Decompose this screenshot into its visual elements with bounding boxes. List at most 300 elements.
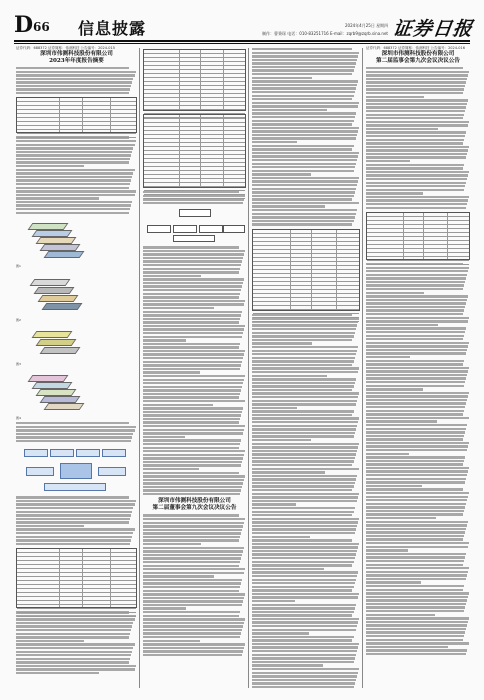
text-line	[16, 92, 129, 94]
text-line	[252, 105, 358, 107]
text-line	[16, 521, 129, 523]
text-line	[252, 170, 354, 172]
text-line	[16, 208, 130, 210]
text-line	[143, 400, 245, 402]
text-line	[252, 205, 325, 207]
text-line	[366, 624, 467, 626]
text-line	[143, 550, 243, 552]
table-row	[144, 195, 245, 199]
text-line	[366, 135, 465, 137]
financial-table	[366, 212, 470, 260]
text-line	[252, 589, 352, 591]
text-line	[143, 611, 240, 613]
text-line	[366, 567, 469, 569]
contact-line: 制作：曹秉琛 电话：010-83251716 E-mail：zqrb9@zqrb.sina.net	[262, 31, 388, 36]
text-line	[143, 260, 242, 262]
text-line	[252, 457, 355, 459]
text-line	[366, 67, 463, 69]
text-line	[366, 74, 468, 76]
text-line	[366, 324, 438, 326]
text-line	[366, 531, 465, 533]
text-line	[143, 561, 240, 563]
text-line	[16, 636, 129, 638]
text-line	[16, 672, 99, 674]
text-line	[252, 593, 359, 595]
text-line	[16, 78, 133, 80]
text-line	[366, 578, 466, 580]
text-line	[252, 668, 359, 670]
text-line	[366, 538, 463, 540]
text-line	[252, 116, 355, 118]
text-line	[366, 284, 464, 286]
text-line	[252, 155, 358, 157]
text-line	[252, 152, 359, 154]
text-line	[252, 489, 352, 491]
date-line: 2024年4月25日 星期四	[345, 23, 389, 28]
text-line	[252, 84, 357, 86]
text-line	[366, 356, 410, 358]
text-line	[366, 449, 467, 451]
text-line	[366, 164, 464, 166]
text-line	[252, 543, 359, 545]
text-line	[252, 127, 359, 129]
text-line	[252, 95, 354, 97]
text-line	[143, 321, 239, 323]
text-line	[366, 317, 469, 319]
text-line	[252, 166, 355, 168]
text-line	[366, 528, 466, 530]
text-line	[252, 188, 356, 190]
text-line	[252, 568, 324, 570]
text-line	[366, 413, 463, 415]
text-line	[143, 328, 244, 330]
text-line	[252, 478, 356, 480]
text-line	[143, 339, 186, 341]
text-line	[366, 78, 467, 80]
text-line	[366, 599, 467, 601]
text-line	[366, 603, 466, 605]
text-line	[143, 296, 239, 298]
column-divider	[248, 48, 249, 688]
text-line	[143, 418, 240, 420]
text-line	[252, 180, 358, 182]
text-line	[143, 346, 239, 348]
article-title-company: 深圳市伟测科技股份有限公司	[381, 51, 455, 57]
text-line	[143, 479, 244, 481]
text-line	[252, 55, 358, 57]
text-line	[366, 388, 423, 390]
text-line	[252, 546, 358, 548]
text-line	[16, 536, 132, 538]
text-line	[366, 517, 436, 519]
text-line	[252, 360, 354, 362]
text-line	[143, 357, 243, 359]
text-line	[143, 525, 243, 527]
text-line	[16, 647, 133, 649]
text-line	[252, 482, 355, 484]
text-line	[252, 629, 356, 631]
text-line	[366, 345, 468, 347]
text-line	[143, 421, 239, 423]
article-body-text	[16, 496, 137, 545]
text-line	[252, 209, 357, 211]
text-line	[366, 121, 469, 123]
text-line	[143, 361, 242, 363]
text-line	[252, 339, 352, 341]
text-line	[16, 622, 133, 624]
text-line	[252, 607, 355, 609]
text-line	[366, 270, 468, 272]
text-line	[252, 539, 352, 541]
text-line	[252, 646, 358, 648]
text-line	[16, 144, 135, 146]
article-title-company: 深圳市伟测科技股份有限公司	[158, 498, 231, 505]
text-line	[16, 668, 135, 670]
text-line	[16, 426, 136, 428]
text-line	[366, 438, 463, 440]
flow-diagram	[16, 445, 137, 493]
text-line	[366, 463, 463, 465]
text-line	[252, 375, 327, 377]
text-line	[143, 518, 245, 520]
text-line	[143, 461, 242, 463]
text-line	[366, 513, 463, 515]
text-line	[252, 496, 358, 498]
text-line	[16, 503, 135, 505]
text-line	[143, 579, 242, 581]
text-line	[252, 432, 355, 434]
text-line	[16, 187, 129, 189]
article-body-text	[143, 514, 246, 656]
text-line	[252, 213, 356, 215]
text-line	[252, 410, 354, 412]
text-line	[366, 485, 422, 487]
text-line	[366, 349, 467, 351]
text-line	[366, 267, 469, 269]
text-line	[143, 332, 243, 334]
text-line	[252, 500, 357, 502]
text-line	[366, 402, 466, 404]
text-line	[252, 561, 354, 563]
text-line	[366, 85, 465, 87]
text-line	[366, 431, 465, 433]
text-line	[143, 379, 244, 381]
financial-table	[16, 548, 137, 608]
chart-caption: 图4	[16, 415, 21, 420]
text-line	[366, 306, 465, 308]
text-line	[366, 589, 463, 591]
text-line	[143, 250, 245, 252]
stacked-layer-chart	[16, 369, 137, 413]
text-line	[252, 69, 354, 71]
text-line	[252, 382, 355, 384]
article-body-text	[16, 611, 137, 674]
text-line	[252, 503, 296, 505]
text-line	[252, 112, 356, 114]
text-line	[252, 507, 355, 509]
text-line	[143, 629, 242, 631]
text-line	[252, 198, 352, 200]
text-line	[366, 510, 464, 512]
text-line	[143, 318, 240, 320]
article-header-line: 证券代码：688372 证券简称：伟测科技 公告编号：2024-015	[16, 46, 115, 50]
text-line	[16, 154, 131, 156]
text-line	[252, 396, 358, 398]
text-line	[143, 353, 244, 355]
text-line	[16, 88, 130, 90]
text-line	[366, 596, 468, 598]
text-line	[366, 474, 467, 476]
text-line	[366, 342, 469, 344]
article-body-text	[16, 67, 137, 94]
text-line	[366, 606, 465, 608]
text-line	[143, 371, 200, 373]
text-line	[366, 313, 463, 315]
text-line	[252, 621, 358, 623]
text-line	[143, 447, 239, 449]
text-line	[16, 665, 136, 667]
text-line	[143, 586, 240, 588]
text-line	[252, 73, 352, 75]
text-line	[143, 547, 244, 549]
article-body-text	[252, 48, 360, 226]
text-line	[143, 565, 239, 567]
newspaper-logo: 证券日报	[391, 18, 475, 40]
text-line	[252, 428, 356, 430]
text-line	[252, 446, 358, 448]
text-line	[366, 360, 464, 362]
text-line	[366, 546, 468, 548]
text-line	[16, 179, 131, 181]
text-line	[143, 429, 244, 431]
text-line	[252, 625, 357, 627]
text-line	[143, 393, 240, 395]
text-line	[16, 85, 131, 87]
text-line	[366, 549, 408, 551]
text-line	[143, 303, 244, 305]
text-line	[366, 167, 463, 169]
article-title: 第二届监事会第九次会议决议公告	[376, 58, 460, 64]
text-line	[143, 439, 241, 441]
text-line	[143, 529, 242, 531]
text-line	[252, 91, 355, 93]
text-line	[16, 640, 84, 642]
text-line	[366, 295, 468, 297]
text-line	[16, 496, 129, 498]
text-line	[366, 142, 463, 144]
text-line	[366, 610, 464, 612]
text-line	[143, 472, 239, 474]
text-line	[366, 456, 465, 458]
text-line	[16, 176, 132, 178]
text-line	[366, 192, 423, 194]
text-line	[366, 128, 438, 130]
text-line	[252, 614, 352, 616]
financial-table	[252, 229, 360, 311]
text-line	[16, 81, 132, 83]
text-line	[143, 300, 245, 302]
text-line	[366, 174, 468, 176]
text-line	[16, 169, 135, 171]
text-line	[143, 607, 186, 609]
text-line	[16, 440, 131, 442]
text-line	[366, 478, 466, 480]
text-line	[16, 643, 135, 645]
text-line	[143, 336, 242, 338]
text-line	[16, 532, 133, 534]
text-line	[143, 364, 241, 366]
text-line	[366, 281, 465, 283]
text-line	[16, 518, 130, 520]
text-line	[252, 80, 358, 82]
text-line	[143, 350, 245, 352]
text-line	[366, 385, 464, 387]
text-line	[366, 288, 463, 290]
text-line	[252, 77, 312, 79]
text-line	[252, 596, 358, 598]
text-line	[143, 572, 244, 574]
page-letter: D	[14, 12, 34, 38]
text-line	[16, 543, 130, 545]
text-line	[143, 368, 240, 370]
text-line	[143, 457, 243, 459]
text-line	[366, 117, 463, 119]
text-line	[143, 625, 243, 627]
text-line	[366, 488, 463, 490]
text-line	[366, 131, 466, 133]
text-line	[252, 586, 354, 588]
text-line	[366, 560, 464, 562]
text-line	[252, 102, 359, 104]
text-line	[366, 381, 465, 383]
text-line	[252, 389, 352, 391]
text-line	[366, 592, 469, 594]
text-line	[366, 292, 424, 294]
text-line	[252, 202, 359, 204]
text-line	[252, 66, 355, 68]
text-line	[366, 564, 463, 566]
text-line	[366, 274, 467, 276]
text-line	[143, 593, 245, 595]
stacked-layer-chart	[16, 217, 137, 261]
text-line	[252, 48, 352, 50]
text-line	[252, 571, 358, 573]
text-line	[366, 114, 464, 116]
text-line	[252, 332, 355, 334]
text-line	[366, 653, 466, 655]
article-column-2	[143, 46, 246, 688]
text-line	[16, 651, 132, 653]
text-line	[252, 579, 356, 581]
text-line	[366, 320, 468, 322]
text-line	[143, 450, 245, 452]
text-line	[143, 554, 242, 556]
text-line	[143, 253, 244, 255]
text-line	[366, 556, 465, 558]
text-line	[366, 139, 464, 141]
text-line	[16, 429, 135, 431]
text-line	[366, 153, 467, 155]
text-line	[252, 493, 359, 495]
text-line	[366, 299, 467, 301]
text-line	[252, 378, 356, 380]
table-row	[253, 318, 359, 322]
text-line	[143, 582, 241, 584]
text-line	[143, 325, 245, 327]
text-line	[16, 194, 135, 196]
text-line	[252, 371, 358, 373]
text-line	[16, 525, 84, 527]
text-line	[16, 183, 130, 185]
text-line	[252, 425, 357, 427]
text-line	[252, 600, 295, 602]
text-line	[366, 496, 468, 498]
text-line	[143, 382, 243, 384]
text-line	[252, 550, 357, 552]
text-line	[252, 485, 354, 487]
text-line	[366, 435, 464, 437]
text-line	[366, 621, 468, 623]
text-line	[252, 134, 357, 136]
text-line	[252, 223, 352, 225]
article-body-text	[366, 67, 470, 209]
text-line	[366, 521, 468, 523]
table-row	[17, 134, 136, 138]
text-line	[252, 553, 356, 555]
article-header-line: 证券代码：688372 证券简称：伟测科技 公告编号：2024-016	[366, 46, 465, 50]
text-line	[143, 396, 239, 398]
text-line	[252, 145, 354, 147]
text-line	[143, 404, 213, 406]
text-line	[16, 71, 136, 73]
text-line	[143, 343, 240, 345]
text-line	[366, 585, 464, 587]
text-line	[143, 482, 243, 484]
text-line	[143, 311, 242, 313]
text-line	[366, 277, 466, 279]
text-line	[143, 600, 243, 602]
text-line	[252, 611, 354, 613]
text-line	[143, 443, 240, 445]
text-line	[366, 331, 465, 333]
text-line	[252, 216, 355, 218]
text-line	[252, 604, 356, 606]
text-line	[16, 197, 99, 199]
text-line	[16, 161, 129, 163]
text-line	[16, 618, 135, 620]
text-line	[16, 422, 129, 424]
text-line	[143, 650, 243, 652]
text-line	[252, 109, 327, 111]
text-line	[252, 618, 359, 620]
text-line	[16, 661, 129, 663]
text-line	[252, 536, 310, 538]
text-line	[252, 59, 357, 61]
article-body-text	[16, 136, 137, 214]
text-line	[366, 649, 467, 651]
text-line	[252, 672, 358, 674]
text-line	[143, 486, 242, 488]
text-line	[252, 682, 355, 684]
text-line	[366, 88, 464, 90]
text-line	[366, 309, 464, 311]
text-line	[143, 289, 241, 291]
column-divider	[362, 48, 363, 688]
text-line	[143, 618, 245, 620]
text-line	[252, 346, 358, 348]
text-line	[366, 635, 464, 637]
text-line	[252, 475, 357, 477]
